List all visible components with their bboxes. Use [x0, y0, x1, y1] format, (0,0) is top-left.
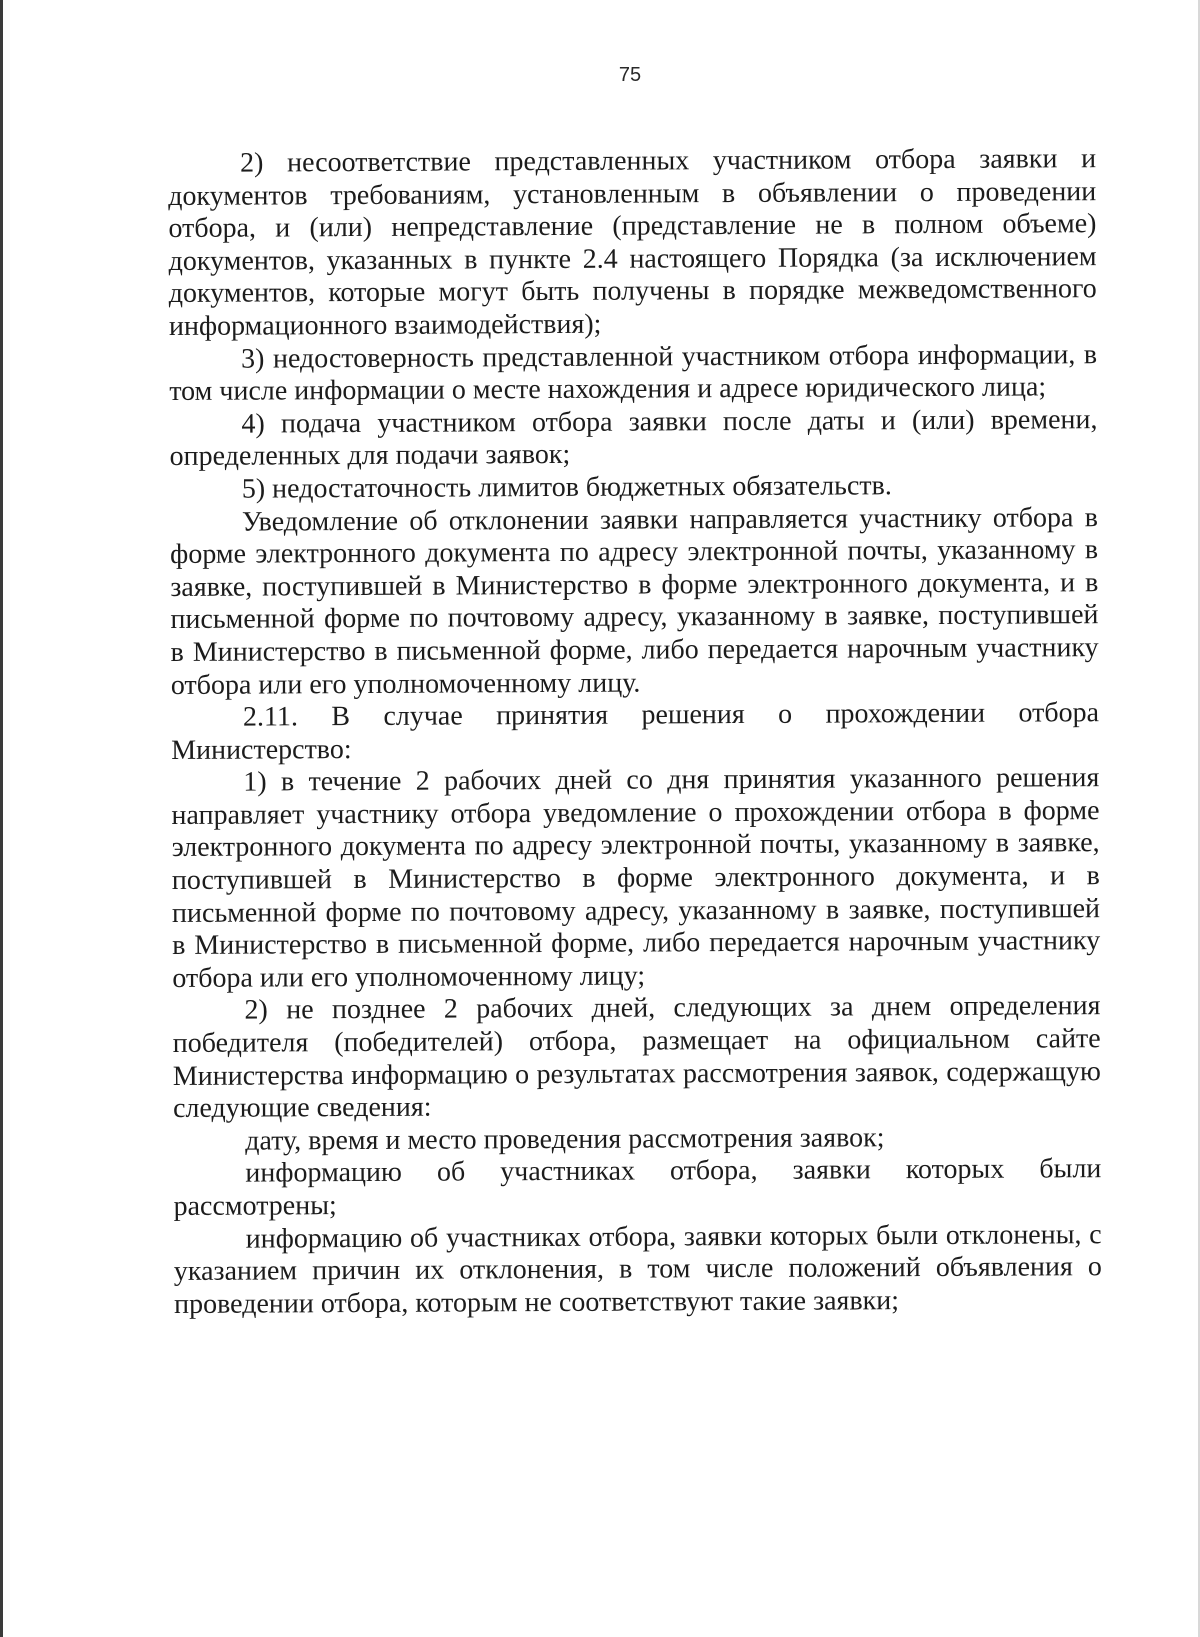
paragraph-item-2-publication: 2) не позднее 2 рабочих дней, следующих за днем определения победителя (победителей) отбора, размещает на официальном сайте Министерства информацию о результатах рассмотрения заявок, содержащую следующие сведения: — [172, 990, 1101, 1125]
paragraph-item-3-unreliability: 3) недостоверность представленной участником отбора информации, в том числе информации о месте нахождения и адресе юридического лица; — [169, 338, 1098, 408]
paragraph-item-5-insufficient-limits: 5) недостаточность лимитов бюджетных обязательств. — [241, 470, 892, 505]
paragraph-item-4-late-submission: 4) подача участником отбора заявки после даты и (или) времени, определенных для подачи заявок; — [169, 403, 1098, 473]
paragraph-participants-rejected: информацию об участниках отбора, заявки которых были отклонены, с указанием причин их отклонения, в том числе положений объявления о проведении отбора, которым не соответствуют такие заявки; — [173, 1218, 1102, 1320]
scan-left-edge — [0, 0, 3, 1637]
paragraph-rejection-notice: Уведомление об отклонении заявки направляется участнику отбора в форме электронного документа по адресу электронной почты, указанному в заявке, поступившей в Министерство в форме электронного документа, и в письменной форме по почтовому адресу, указанному в заявке, поступившей в Министерство в письменной форме, либо передается нарочным участнику отбора или его уполномоченному лицу. — [170, 501, 1099, 701]
document-body — [168, 143, 1102, 1321]
paragraph-date-time-place: дату, время и место проведения рассмотрения заявок; — [245, 1122, 885, 1157]
page-number: 75 — [618, 64, 642, 86]
paragraph-item-1-notification: 1) в течение 2 рабочих дней со дня принятия указанного решения направляет участнику отбора уведомление о прохождении отбора в форме электронного документа по адресу электронной почты, указанному в заявке, поступившей в Министерство в форме электронного документа, и в письменной форме по почтовому адресу, указанному в заявке, поступившей в Министерство в письменной форме, либо передается нарочным участнику отбора или его уполномоченному лицу; — [171, 762, 1101, 994]
paragraph-section-2-11: 2.11. В случае принятия решения о прохождении отбора Министерство: — [171, 697, 1100, 766]
paragraph-participants-reviewed: информацию об участниках отбора, заявки которых были рассмотрены; — [173, 1153, 1102, 1222]
paragraph-item-2-noncompliance: 2) несоответствие представленных участником отбора заявки и документов требованиям, установленным в объявлении о проведении отбора, и (или) непредставление (представление не в полном объеме) документов, указанных в пункте 2.4 настоящего Порядка (за исключением документов, которые могут быть получены в порядке межведомственного информационного взаимодействия); — [168, 143, 1097, 342]
